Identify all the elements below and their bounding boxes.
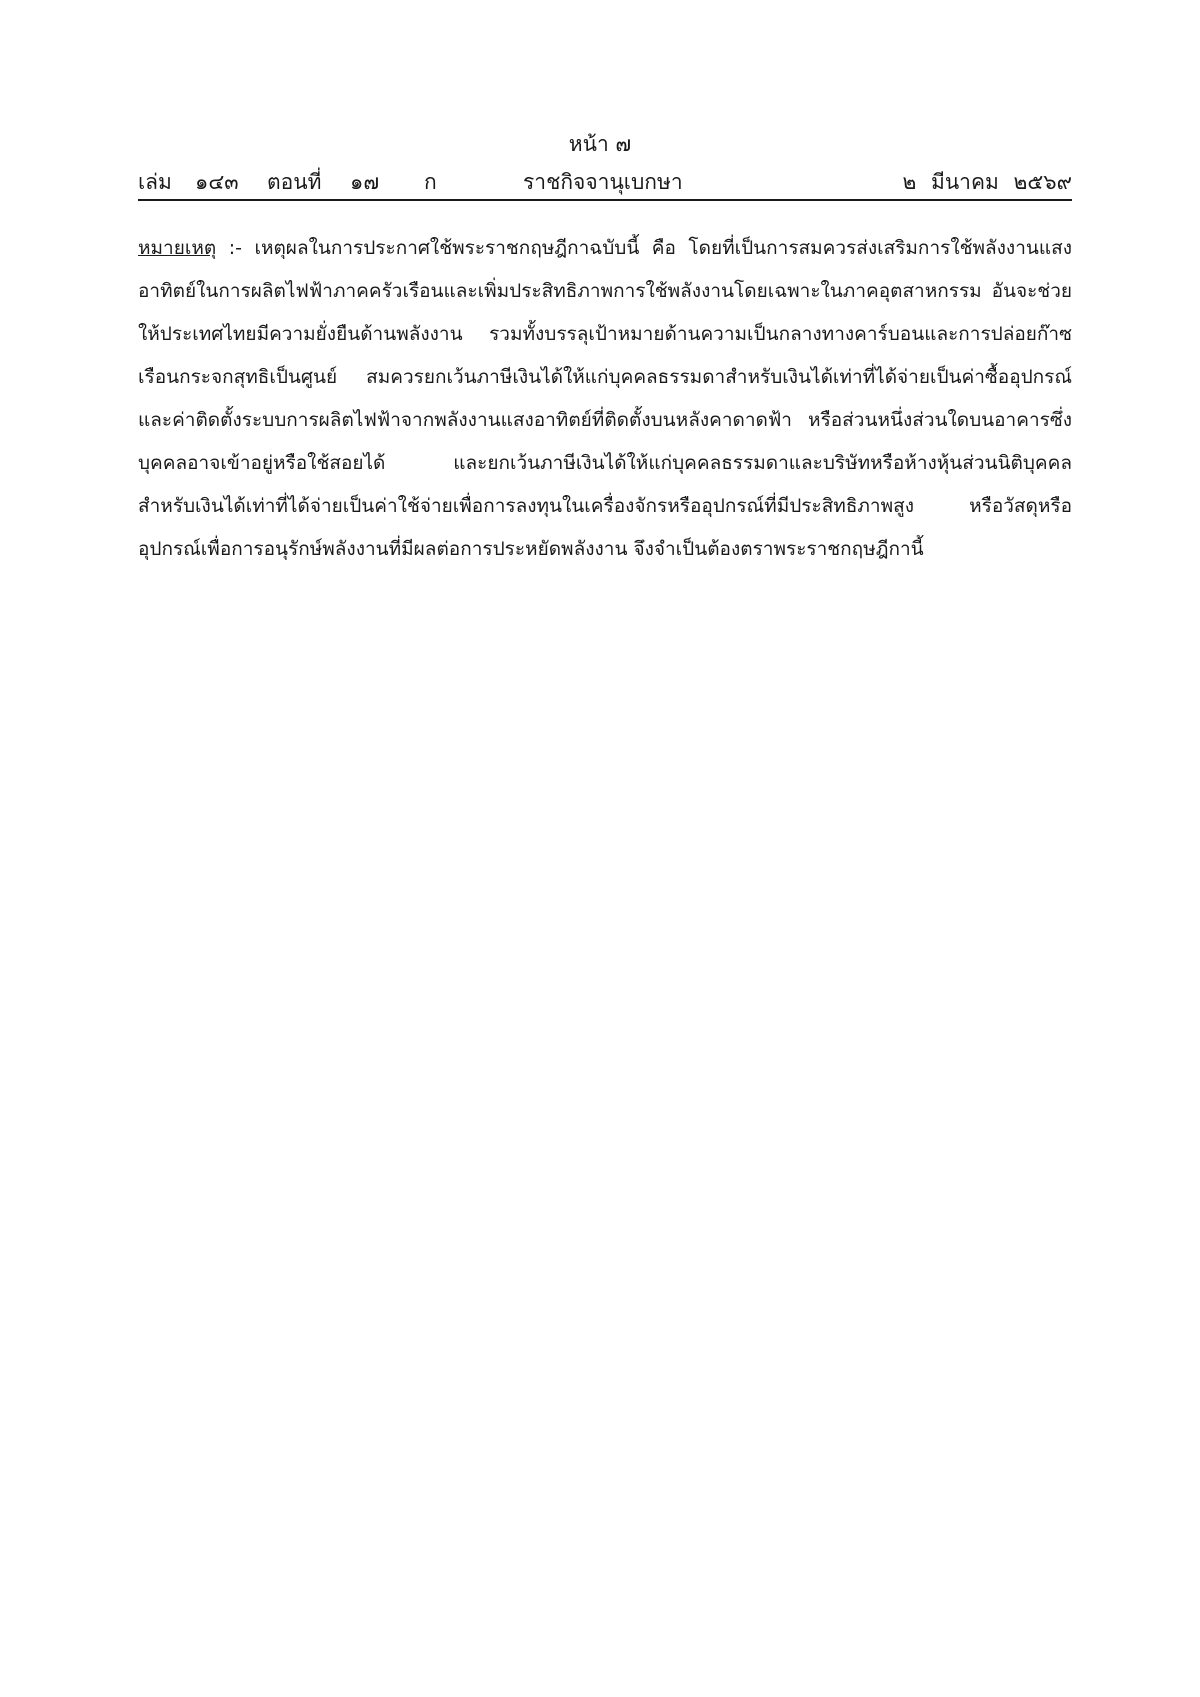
remark-separator: :- [216, 237, 255, 259]
section-letter: ก [424, 170, 437, 194]
issue-label: ตอนที่ [267, 170, 322, 194]
volume-label: เล่ม [138, 170, 172, 194]
remark-paragraph [138, 227, 1072, 571]
issue-number: ๑๗ [350, 170, 380, 194]
remark-text: เหตุผลในการประกาศใช้พระราชกฤษฎีกาฉบับนี้ คือ โดยที่เป็นการสมควรส่งเสริมการใช้พลังงานแสงอาทิตย์ในการผลิตไฟฟ้าภาคครัวเรือนและเพิ่มประสิทธิภาพการใช้พลังงานโดยเฉพาะในภาคอุตสาหกรรม อันจะช่วยให้ประเทศไทยมีความยั่งยืนด้านพลังงาน รวมทั้งบรรลุเป้าหมายด้านความเป็นกลางทางคาร์บอนและการปล่อยก๊าซเรือนกระจกสุทธิเป็นศูนย์ สมควรยกเว้นภาษีเงินได้ให้แก่บุคคลธรรมดาสำหรับเงินได้เท่าที่ได้จ่ายเป็นค่าซื้ออุปกรณ์และค่าติดตั้งระบบการผลิตไฟฟ้าจากพลังงานแสงอาทิตย์ที่ติดตั้งบนหลังคาดาดฟ้า หรือส่วนหนึ่งส่วนใดบนอาคารซึ่งบุคคลอาจเข้าอยู่หรือใช้สอยได้ และยกเว้นภาษีเงินได้ให้แก่บุคคลธรรมดาและบริษัทหรือห้างหุ้นส่วนนิติบุคคล สำหรับเงินได้เท่าที่ได้จ่ายเป็นค่าใช้จ่ายเพื่อการลงทุนในเครื่องจักรหรืออุปกรณ์ที่มีประสิทธิภาพสูง หรือวัสดุหรืออุปกรณ์เพื่อการอนุรักษ์พลังงานที่มีผลต่อการประหยัดพลังงาน จึงจำเป็นต้องตราพระราชกฤษฎีกานี้ [138, 237, 1072, 560]
gazette-header [138, 166, 1072, 196]
remark-label: หมายเหตุ [138, 237, 217, 259]
page-number: หน้า ๗ [568, 132, 632, 156]
header-divider [138, 199, 1072, 201]
publication-date: ๒ มีนาคม ๒๕๖๙ [902, 170, 1072, 194]
gazette-name: ราชกิจจานุเบกษา [523, 170, 683, 194]
volume-number: ๑๔๓ [195, 170, 239, 194]
